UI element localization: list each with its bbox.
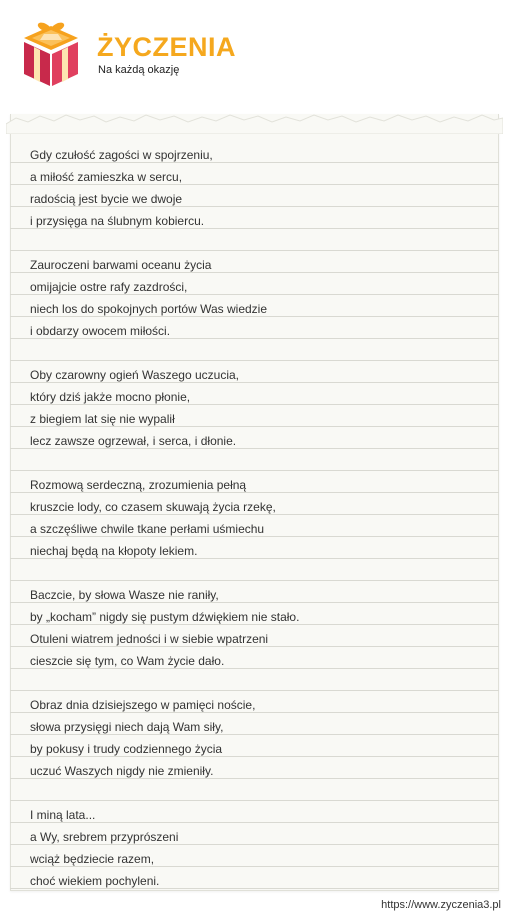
poem-line: by „kocham” nigdy się pustym dźwiękiem nie stało.: [10, 603, 499, 625]
poem-line: z biegiem lat się nie wypalił: [10, 405, 499, 427]
poem-line: i obdarzy owocem miłości.: [10, 317, 499, 339]
poem-line: [10, 229, 499, 251]
poem-line: który dziś jakże mocno płonie,: [10, 383, 499, 405]
poem-line: cieszcie się tym, co Wam życie dało.: [10, 647, 499, 669]
poem-line: wciąż będziecie razem,: [10, 845, 499, 867]
poem-line: Otuleni wiatrem jedności i w siebie wpatrzeni: [10, 625, 499, 647]
poem-line: uczuć Waszych nigdy nie zmieniły.: [10, 757, 499, 779]
poem-line: radością jest bycie we dwoje: [10, 185, 499, 207]
poem-line: [10, 339, 499, 361]
poem-line: słowa przysięgi niech dają Wam siły,: [10, 713, 499, 735]
poem-line: kruszcie lody, co czasem skuwają życia rzekę,: [10, 493, 499, 515]
poem-text: [10, 141, 499, 889]
torn-paper-edge: [6, 104, 503, 134]
poem-line: [10, 449, 499, 471]
brand-title: ŻYCZENIA: [97, 32, 236, 62]
poem-line: [10, 559, 499, 581]
poem-line: I miną lata...: [10, 801, 499, 823]
footer-url[interactable]: https://www.zyczenia3.pl: [381, 899, 501, 911]
poem-line: niech los do spokojnych portów Was wiedzie: [10, 295, 499, 317]
poem-line: Oby czarowny ogień Waszego uczucia,: [10, 361, 499, 383]
poem-line: omijajcie ostre rafy zazdrości,: [10, 273, 499, 295]
poem-line: a szczęśliwe chwile tkane perłami uśmiechu: [10, 515, 499, 537]
header: [0, 0, 509, 110]
gift-box-icon: [22, 20, 80, 88]
poem-line: niechaj będą na kłopoty lekiem.: [10, 537, 499, 559]
poem-line: Rozmową serdeczną, zrozumienia pełną: [10, 471, 499, 493]
poem-line: i przysięga na ślubnym kobiercu.: [10, 207, 499, 229]
poem-line: lecz zawsze ogrzewał, i serca, i dłonie.: [10, 427, 499, 449]
brand-subtitle: Na każdą okazję: [98, 64, 180, 76]
poem-line: Zauroczeni barwami oceanu życia: [10, 251, 499, 273]
poem-line: Baczcie, by słowa Wasze nie raniły,: [10, 581, 499, 603]
poem-line: a Wy, srebrem przyprószeni: [10, 823, 499, 845]
poem-line: [10, 669, 499, 691]
poem-line: Gdy czułość zagości w spojrzeniu,: [10, 141, 499, 163]
poem-line: Obraz dnia dzisiejszego w pamięci noście,: [10, 691, 499, 713]
poem-line: choć wiekiem pochyleni.: [10, 867, 499, 889]
poem-line: by pokusy i trudy codziennego życia: [10, 735, 499, 757]
poem-line: [10, 779, 499, 801]
poem-line: a miłość zamieszka w sercu,: [10, 163, 499, 185]
